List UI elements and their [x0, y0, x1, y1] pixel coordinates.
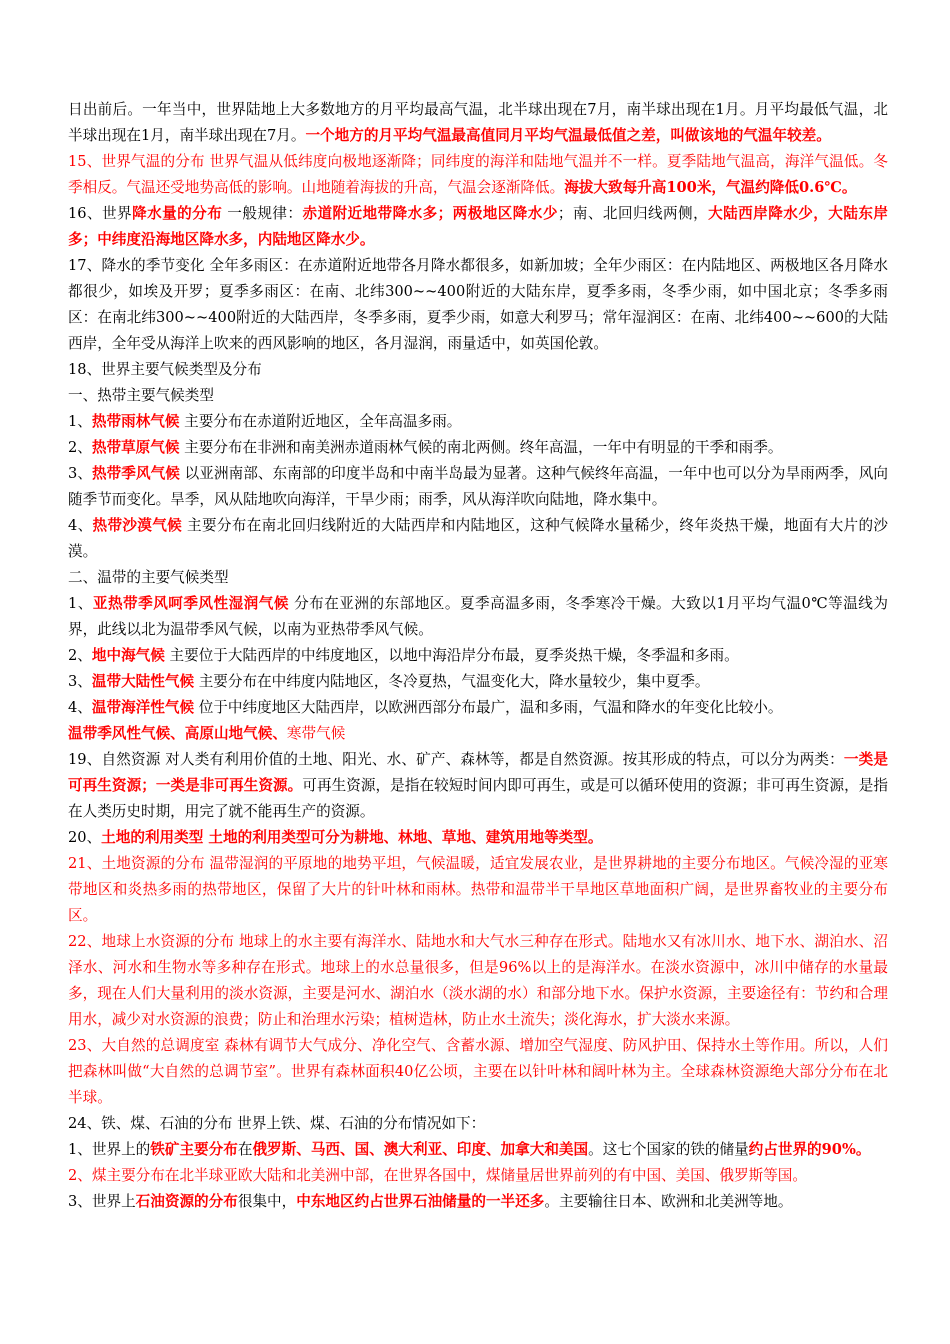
- highlighted-text-run: 温带大陆性气候: [91, 673, 195, 690]
- text-run: 二、温带的主要气候类型: [68, 569, 229, 586]
- text-run: 很集中，: [237, 1193, 297, 1210]
- text-run: 4、: [68, 699, 92, 716]
- text-run: 2、: [68, 647, 92, 664]
- text-run: 4、: [68, 517, 93, 534]
- text-run: 主要位于大陆西岸的中纬度地区，以地中海沿岸分布最，夏季炎热干燥，冬季温和多雨。: [164, 647, 739, 664]
- text-run: 分布在亚洲的东部地区。夏季高温多雨，冬季寒冷干燥。大致以1月平均气温0℃等温线为界，此线以北为温带季风气候，以南为亚热带季风气候。: [68, 595, 888, 638]
- text-run: 2、: [68, 439, 92, 456]
- text-run: 1、: [68, 595, 93, 612]
- paragraph: [68, 721, 888, 747]
- highlighted-text-run: 赤道附近地带降水多；两极地区降水少: [302, 205, 558, 222]
- paragraph: [68, 1137, 888, 1163]
- highlighted-text-run: 亚热带季风呵季风性湿润气候: [92, 595, 289, 612]
- highlighted-text-run: 地中海气候: [91, 647, 165, 664]
- highlighted-text-run: 一类是可再生资源；一类是非可再生资源。: [68, 751, 888, 794]
- paragraph: [68, 513, 888, 565]
- highlighted-text-run: 大陆西岸降水少，大陆东岸多；中纬度沿海地区降水多，内陆地区降水少。: [68, 205, 888, 248]
- highlighted-text-run: 降水量的分布: [132, 205, 223, 222]
- highlighted-text-run: 热带雨林气候: [91, 413, 180, 430]
- text-run: 在: [237, 1141, 253, 1158]
- highlighted-text-run: 2、煤主要分布在北半球亚欧大陆和北美洲中部，在世界各国中，煤储量居世界前列的有中国、美国、俄罗斯等国。: [68, 1167, 807, 1184]
- paragraph: [68, 149, 888, 201]
- paragraph: [68, 357, 888, 383]
- text-run: 主要分布在南北回归线附近的大陆西岸和内陆地区，这种气候降水量稀少，终年炎热干燥，地面有大片的沙漠。: [68, 517, 888, 560]
- paragraph: [68, 929, 888, 1033]
- text-run: 1、世界上的: [68, 1141, 151, 1158]
- highlighted-text-run: 石油资源的分布: [135, 1193, 238, 1210]
- text-run: 3、世界上: [68, 1193, 136, 1210]
- highlighted-text-run: 15、世界气温的分布 世界气温从低纬度向极地逐渐降；同纬度的海洋和陆地气温并不一样。夏季陆地气温高，海洋气温低。冬季相反。气温还受地势高低的影响。山地随着海拔的升高，气温会逐渐降低。: [68, 153, 888, 196]
- paragraph: [68, 851, 888, 929]
- highlighted-text-run: 俄罗斯、马西、国、澳大利亚、印度、加拿大和美国: [252, 1141, 589, 1158]
- document-body: [68, 97, 888, 1215]
- text-run: 主要分布在中纬度内陆地区，冬冷夏热，气温变化大，降水量较少，集中夏季。: [194, 673, 710, 690]
- text-run: 17、降水的季节变化 全年多雨区：在赤道附近地带各月降水都很多，如新加坡；全年少雨区：在内陆地区、两极地区各月降水都很少，如埃及开罗；夏季多雨区：在南、北纬300~~400附近的大陆东岸，夏季多雨，冬季少雨，如中国北京；冬季多雨区：在南北纬300~~400附近的大陆西岸，冬季多雨，夏季少雨，如意大利罗马；常年湿润区：在南、北纬400~~600的大陆西岸，全年受从海洋上吹来的西风影响的地区，各月湿润，雨量适中，如英国伦敦。: [68, 257, 888, 352]
- text-run: ；南、北回归线两侧，: [557, 205, 709, 222]
- highlighted-text-run: 21、土地资源的分布 温带湿润的平原地的地势平坦，气候温暖，适宜发展农业，是世界耕地的主要分布地区。气候冷湿的亚寒带地区和炎热多雨的热带地区，保留了大片的针叶林和雨林。热带和温带半干旱地区草地面积广阔，是世界畜牧业的主要分布区。: [68, 855, 888, 924]
- highlighted-text-run: 热带草原气候: [91, 439, 180, 456]
- paragraph: [68, 643, 888, 669]
- highlighted-text-run: 热带沙漠气候: [92, 517, 183, 534]
- paragraph: [68, 825, 888, 851]
- highlighted-text-run: 铁矿主要分布: [150, 1141, 238, 1158]
- paragraph: [68, 435, 888, 461]
- highlighted-text-run: 寒带气候: [286, 725, 346, 742]
- paragraph: [68, 409, 888, 435]
- text-run: 主要分布在赤道附近地区，全年高温多雨。: [179, 413, 462, 430]
- text-run: 1、: [68, 413, 92, 430]
- text-run: 一般规律：: [222, 205, 303, 222]
- text-run: 3、: [68, 465, 92, 482]
- paragraph: [68, 1163, 888, 1189]
- paragraph: [68, 201, 888, 253]
- paragraph: [68, 97, 888, 149]
- text-run: 18、世界主要气候类型及分布: [68, 361, 262, 378]
- paragraph: [68, 695, 888, 721]
- paragraph: [68, 461, 888, 513]
- text-run: 日出前后。一年当中，世界陆地上大多数地方的月平均最高气温，北半球出现在7月，南半球出现在1月。月平均最低气温，北半球出现在1月，南半球出现在7月。: [68, 101, 888, 144]
- paragraph: [68, 669, 888, 695]
- highlighted-text-run: 22、地球上水资源的分布 地球上的水主要有海洋水、陆地水和大气水三种存在形式。陆地水又有冰川水、地下水、湖泊水、沼泽水、河水和生物水等多种存在形式。地球上的水总量很多，但是96%以上的是海洋水。在淡水资源中，冰川中储存的水量最多，现在人们大量利用的淡水资源，主要是河水、湖泊水（淡水湖的水）和部分地下水。保护水资源，主要途径有：节约和合理用水，减少对水资源的浪费；防止和治理水污染；植树造林，防止水土流失；淡化海水，扩大淡水来源。: [68, 933, 888, 1028]
- highlighted-text-run: 温带海洋性气候: [91, 699, 195, 716]
- paragraph: [68, 253, 888, 357]
- text-run: 主要分布在非洲和南美洲赤道雨林气候的南北两侧。终年高温，一年中有明显的干季和雨季。: [179, 439, 783, 456]
- paragraph: [68, 1111, 888, 1137]
- paragraph: [68, 565, 888, 591]
- paragraph: [68, 383, 888, 409]
- paragraph: [68, 747, 888, 825]
- text-run: 3、: [68, 673, 92, 690]
- highlighted-text-run: 土地的利用类型 土地的利用类型可分为耕地、林地、草地、建筑用地等类型。: [101, 829, 603, 846]
- text-run: 24、铁、煤、石油的分布 世界上铁、煤、石油的分布情况如下：: [68, 1115, 486, 1132]
- paragraph: [68, 1189, 888, 1215]
- text-run: 位于中纬度地区大陆西岸，以欧洲西部分布最广，温和多雨，气温和降水的年变化比较小。: [194, 699, 783, 716]
- text-run: 16、世界: [68, 205, 133, 222]
- text-run: 19、自然资源 对人类有利用价值的土地、阳光、水、矿产、森林等，都是自然资源。按其形成的特点，可以分为两类：: [68, 751, 844, 768]
- highlighted-text-run: 温带季风性气候、高原山地气候、: [68, 725, 287, 742]
- highlighted-text-run: 23、大自然的总调度室 森林有调节大气成分、净化空气、含蓄水源、增加空气湿度、防风护田、保持水土等作用。所以，人们把森林叫做“大自然的总调节室”。世界有森林面积40亿公顷，主要在以针叶林和阔叶林为主。全球森林资源绝大部分分布在北半球。: [68, 1037, 888, 1106]
- highlighted-text-run: 中东地区约占世界石油储量的一半还多: [296, 1193, 545, 1210]
- paragraph: [68, 591, 888, 643]
- highlighted-text-run: 约占世界的90%。: [748, 1141, 871, 1158]
- text-run: 可再生资源，是指在较短时间内即可再生，或是可以循环使用的资源；非可再生资源，是指在人类历史时期，用完了就不能再生产的资源。: [68, 777, 888, 820]
- highlighted-text-run: 热带季风气候: [92, 465, 180, 482]
- text-run: 。这七个国家的铁的储量: [588, 1141, 749, 1158]
- text-run: 以亚洲南部、东南部的印度半岛和中南半岛最为显著。这种气候终年高温，一年中也可以分为旱雨两季，风向随季节而变化。旱季，风从陆地吹向海洋，干旱少雨；雨季，风从海洋吹向陆地，降水集中。: [68, 465, 888, 508]
- text-run: 20、: [68, 829, 102, 846]
- paragraph: [68, 1033, 888, 1111]
- text-run: 。主要输往日本、欧洲和北美洲等地。: [544, 1193, 793, 1210]
- highlighted-text-run: 海拔大致每升高100米，气温约降低0.6℃。: [564, 179, 857, 196]
- highlighted-text-run: 一个地方的月平均气温最高值同月平均气温最低值之差，叫做该地的气温年较差。: [305, 127, 831, 144]
- text-run: 一、热带主要气候类型: [68, 387, 214, 404]
